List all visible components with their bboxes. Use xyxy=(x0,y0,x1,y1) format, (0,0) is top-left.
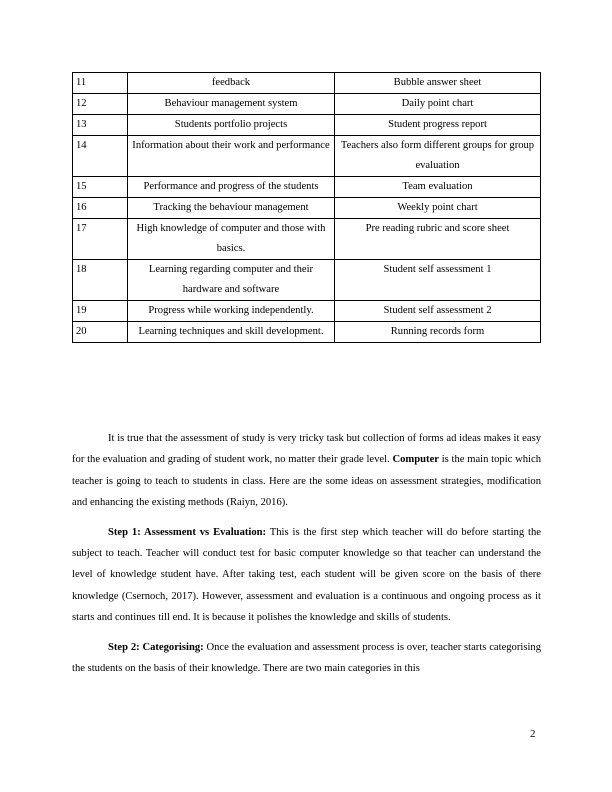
table-row xyxy=(73,260,541,301)
table-row xyxy=(73,322,541,343)
body-text xyxy=(72,428,541,687)
table-row xyxy=(73,177,541,198)
paragraph-intro xyxy=(72,428,541,514)
row-form: Student self assessment 1 xyxy=(335,260,541,301)
table-row xyxy=(73,219,541,260)
row-focus: Tracking the behaviour management xyxy=(128,198,335,219)
paragraph-step-1 xyxy=(72,522,541,629)
row-focus: Information about their work and performance xyxy=(128,136,335,177)
row-focus: Progress while working independently. xyxy=(128,301,335,322)
row-number: 12 xyxy=(73,94,128,115)
row-number: 11 xyxy=(73,73,128,94)
row-focus: Performance and progress of the students xyxy=(128,177,335,198)
table-row xyxy=(73,73,541,94)
row-form: Bubble answer sheet xyxy=(335,73,541,94)
step-heading: Step 1: Assessment vs Evaluation: xyxy=(108,526,267,538)
assessment-table xyxy=(72,72,541,343)
table-row xyxy=(73,198,541,219)
row-number: 14 xyxy=(73,136,128,177)
row-focus: Learning techniques and skill development. xyxy=(128,322,335,343)
row-form: Running records form xyxy=(335,322,541,343)
row-number: 13 xyxy=(73,115,128,136)
row-number: 20 xyxy=(73,322,128,343)
row-form: Team evaluation xyxy=(335,177,541,198)
row-focus: Behaviour management system xyxy=(128,94,335,115)
row-form: Teachers also form different groups for group evaluation xyxy=(335,136,541,177)
row-form: Student self assessment 2 xyxy=(335,301,541,322)
row-number: 15 xyxy=(73,177,128,198)
row-number: 19 xyxy=(73,301,128,322)
row-form: Daily point chart xyxy=(335,94,541,115)
page-number: 2 xyxy=(530,728,536,740)
row-focus: Learning regarding computer and their hardware and software xyxy=(128,260,335,301)
paragraph-text: It is true that the assessment of study is very tricky task but collection of forms ad ideas makes it easy for the evaluation and grading of student work, no matter their grade level. xyxy=(72,433,541,466)
row-form: Weekly point chart xyxy=(335,198,541,219)
row-number: 17 xyxy=(73,219,128,260)
row-number: 16 xyxy=(73,198,128,219)
row-focus: High knowledge of computer and those with basics. xyxy=(128,219,335,260)
table-row xyxy=(73,115,541,136)
table-row xyxy=(73,94,541,115)
table-row xyxy=(73,301,541,322)
paragraph-text: This is the first step which teacher will do before starting the subject to teach. Teacher will conduct test for basic computer knowledge so that teacher can understand the level of knowledge student have. After taking test, each student will be given score on the basis of there knowledge (Csernoch, 2017). However, assessment and evaluation is a continuous and ongoing process as it starts and continues till end. It is because it polishes the knowledge and skills of students. xyxy=(72,526,541,624)
row-form: Pre reading rubric and score sheet xyxy=(335,219,541,260)
bold-term: Computer xyxy=(392,454,439,466)
row-focus: feedback xyxy=(128,73,335,94)
table-row xyxy=(73,136,541,177)
paragraph-step-2 xyxy=(72,637,541,680)
paragraph-text: is the main topic which teacher is going to teach to students in class. Here are the some ideas on assessment strategies, modification and enhancing the existing methods (Raiyn, 2016). xyxy=(72,454,541,509)
row-focus: Students portfolio projects xyxy=(128,115,335,136)
row-form: Student progress report xyxy=(335,115,541,136)
row-number: 18 xyxy=(73,260,128,301)
step-heading: Step 2: Categorising: xyxy=(108,641,204,653)
paragraph-text: Once the evaluation and assessment process is over, teacher starts categorising the students on the basis of their knowledge. There are two main categories in this xyxy=(72,641,541,675)
